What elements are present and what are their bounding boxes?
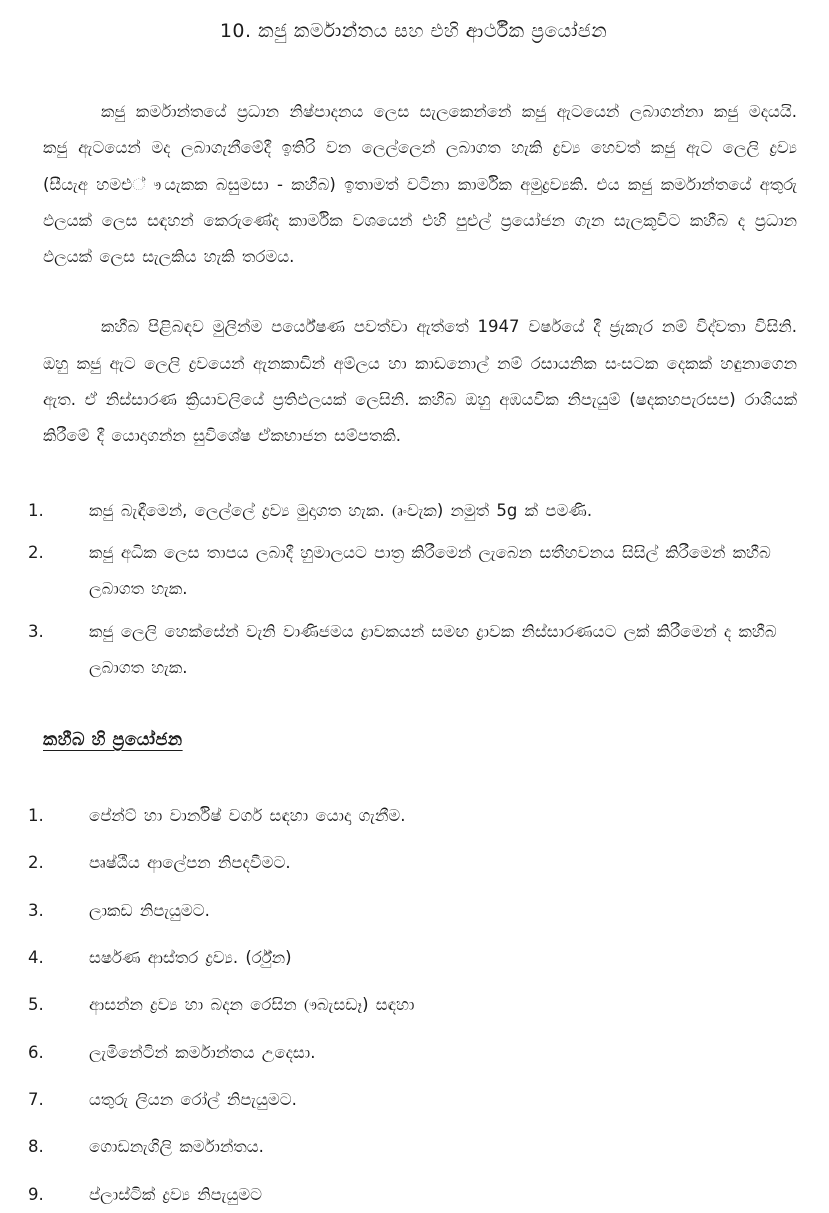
list-item (26, 893, 801, 929)
list-item (26, 1177, 801, 1213)
paragraph-1: කජු කර්මාන්තයේ ප්‍රධාන නිෂ්පාදනය ලෙස සැලකෙන්නේ කජු ඇටයෙන් ලබාගන්නා කජු මදයයි. කජු ඇටයෙන් මද ලබාගැනීමේදී ඉතිරි වන ලෙල්ලෙන් ලබාගත හැකි ද්‍රව්‍ය හෙවත් කජු ඇට ලෙලි ද්‍රව්‍ය (සීයැඅ හමඑ් ෟයැකක බසුමසා - කහීබ) ඉතාමත් වටිනා කාර්මික අමුද්‍රව්‍යකි. එය කජු කර්මාන්තයේ අතුරු ඵලයක් ලෙස සඳහන් කෙරුණේද කාර්මික වශයෙන් එහි පුළුල් ප්‍රයෝජන ගැන සැලකූවිට කහීබ ද ප්‍රධාන ඵලයක් ලෙස සැලකිය හැකි තරමය. (43, 102, 797, 267)
list-item-text: ආසන්න ද්‍රව්‍ය හා බදන රෙසින (ෟබැසඩෑ) සඳහා (89, 995, 415, 1015)
list-item-number: 1. (28, 806, 44, 826)
uses-list (26, 798, 801, 1213)
list-item (26, 493, 801, 529)
list-item (26, 845, 801, 881)
list-item (26, 1082, 801, 1118)
paragraph-2: කහීබ පිළිබඳව මුලින්ම පර්යේෂණ පවත්වා ඇත්තේ 1947 වර්ෂයේ දී ජ්‍රැකැර නම් විද්වතා විසිනි. ඔහු කජු ඇට ලෙලි ද්‍රවයෙන් ඇනකාඩින් අම්ලය හා කාඩනොල් නම් රසායනික සංසටක දෙකක් හඳුනාගෙන ඇත. ඒ නිස්සාරණ ක්‍රියාවලියේ ප්‍රතිඵලයක් ලෙසිනි. කහීබ ඔහු අඹයවික නිපැයුම් (ෂදකහපැරසප) රාශියක් කිරීමේ දී යොදාගන්න සුවිශේෂ ඒකභාජන සම්පතකි. (43, 317, 797, 446)
list-item-number: 5. (28, 995, 44, 1015)
list-item-text: පෘෂ්ඨීය ආලේපන නිපදවීමට. (89, 853, 291, 873)
list-item-text: යතුරු ලියන රෝල් නිපැයුමට. (89, 1089, 297, 1109)
list-item (26, 798, 801, 834)
list-item-text: කජු ලෙලි හෙක්සේන් වැනි වාණිජමය ද්‍රාවකයන් සමඟ ද්‍රාවක නිස්සාරණයට ලක් කිරීමෙන් ද කහීබ ලබාගත හැක. (89, 621, 777, 677)
list-item-text: ලැමිනේටින් කර්මාන්තය උදෙසා. (89, 1042, 316, 1062)
list-item-text: සර්ෂණ ආස්තර ද්‍රව්‍ය. (ර්රු්න) (89, 948, 292, 968)
section-heading-uses: කහීබ හි ප්‍රයෝජන (43, 730, 183, 751)
list-item (26, 535, 801, 608)
list-item-number: 2. (28, 853, 44, 873)
list-item-number: 1. (28, 500, 44, 520)
list-item-text: ප්ලාස්ටික් ද්‍රව්‍ය නිපැයුමට (89, 1184, 262, 1204)
document-title: 10. කජු කර්මාන්තය සහ එහි ආර්ථීක ප්‍රයෝජන (219, 20, 608, 42)
list-item (26, 614, 801, 687)
list-item-number: 3. (28, 621, 44, 641)
list-item-text: ගොඩනැගිලි කර්මාන්තය. (89, 1137, 264, 1157)
list-item-number: 7. (28, 1089, 44, 1109)
list-item (26, 1035, 801, 1071)
extraction-methods-list (26, 493, 801, 686)
list-item-number: 2. (28, 542, 44, 562)
list-item-text: පේන්ට් හා වාර්නිෂ් වර්ග සඳහා යොදා ගැනීම. (89, 806, 406, 826)
list-item-number: 6. (28, 1042, 44, 1062)
list-item-number: 8. (28, 1137, 44, 1157)
list-item-number: 3. (28, 900, 44, 920)
list-item-text: ලාකඩ නිපැයුමට. (89, 900, 210, 920)
list-item-number: 9. (28, 1184, 44, 1204)
list-item (26, 987, 801, 1023)
list-item (26, 1129, 801, 1165)
list-item-text: කජු බැඳීමෙන්, ලෙල්ලේ ද්‍රව්‍ය මුදාගත හැක. (ෘංවැක) නමුත් 5g ක් පමණි. (89, 500, 593, 520)
list-item-text: කජු අධික ලෙස තාපය ලබාදී හුමාලයට පාත්‍ර කිරීමෙන් ලැබෙන සතීහවනය සිසිල් කිරීමෙන් කහීබ ලබාගත හැක. (89, 542, 771, 599)
list-item-number: 4. (28, 948, 44, 968)
list-item (26, 940, 801, 976)
